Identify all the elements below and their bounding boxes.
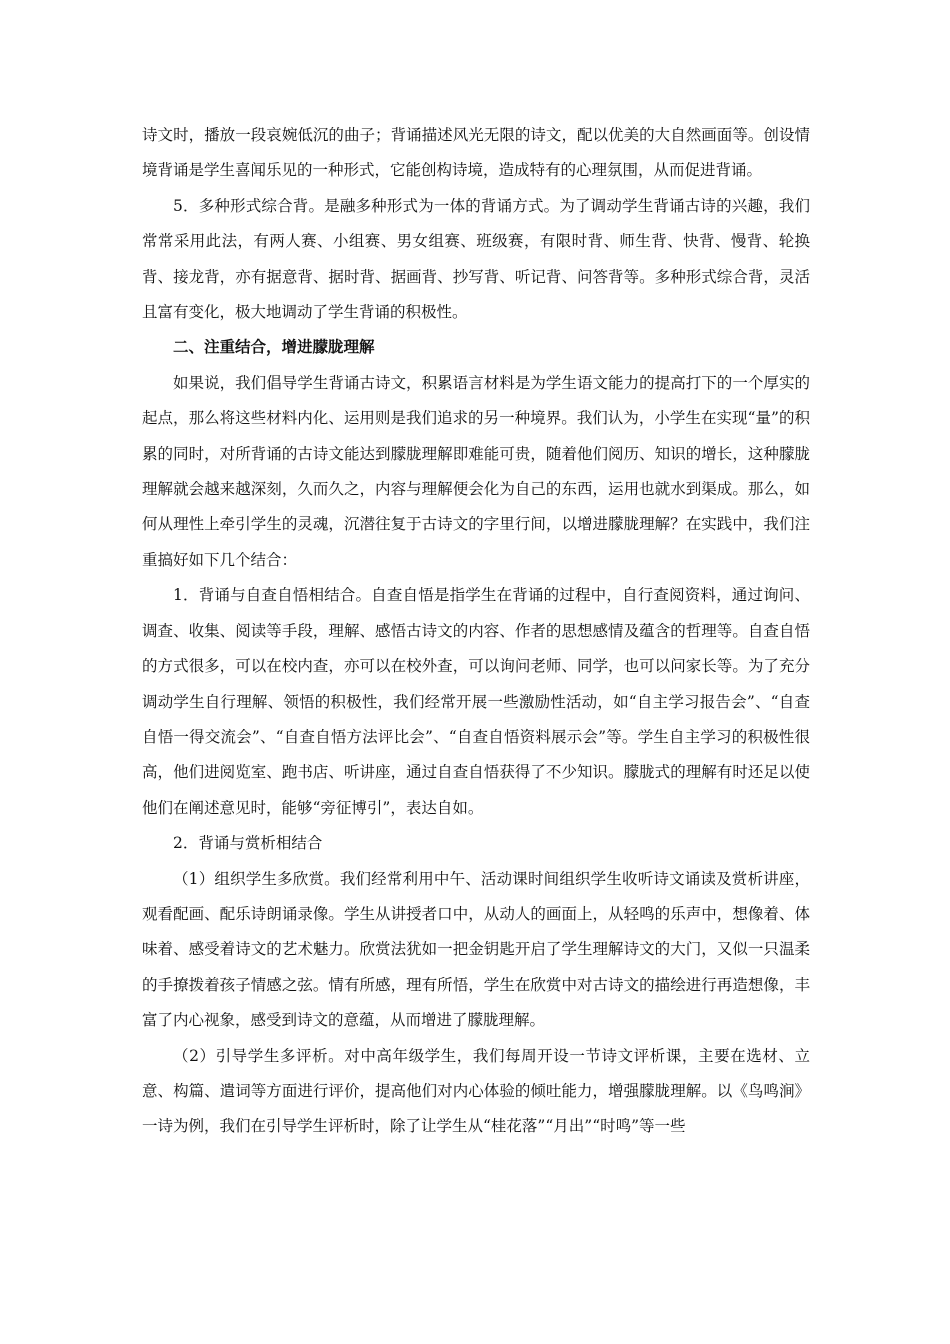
paragraph-combined-recitation: 5．多种形式综合背。是融多种形式为一体的背诵方式。为了调动学生背诵古诗的兴趣，我们常常采用此法，有两人赛、小组赛、男女组赛、班级赛，有限时背、师生背、快背、慢背、轮换背、接龙背，亦有据意背、据时背、据画背、抄写背、听记背、问答背等。多种形式综合背，灵活且富有变化，极大地调动了学生背诵的积极性。	[142, 196, 810, 322]
paragraph-appreciation: （1）组织学生多欣赏。我们经常利用中午、活动课时间组织学生收听诗文诵读及赏析讲座，观看配画、配乐诗朗诵录像。学生从讲授者口中，从动人的画面上，从轻鸣的乐声中，想像着、体味着、感受着诗文的艺术魅力。欣赏法犹如一把金钥匙开启了学生理解诗文的大门，又似一只温柔的手撩拨着孩子情感之弦。情有所感，理有所悟，学生在欣赏中对古诗文的描绘进行再造想像，丰富了内心视象，感受到诗文的意蕴，从而增进了朦胧理解。	[142, 869, 810, 1030]
paragraph-appreciation-heading: 2．背诵与赏析相结合	[173, 834, 323, 853]
paragraph-analysis: （2）引导学生多评析。对中高年级学生，我们每周开设一节诗文评析课，主要在选材、立意、构篇、遣词等方面进行评价，提高他们对内心体验的倾吐能力，增强朦胧理解。以《鸟鸣涧》一诗为例，我们在引导学生评析时，除了让学生从“桂花落”“月出”“时鸣”等一些	[142, 1046, 810, 1136]
section-heading: 二、注重结合，增进朦胧理解	[173, 338, 375, 357]
paragraph-situational-recitation: 诗文时，播放一段哀婉低沉的曲子；背诵描述风光无限的诗文，配以优美的大自然画面等。创设情境背诵是学生喜闻乐见的一种形式，它能创构诗境，造成特有的心理氛围，从而促进背诵。	[142, 126, 810, 180]
document-body	[142, 118, 810, 1145]
paragraph-self-study: 1．背诵与自查自悟相结合。自查自悟是指学生在背诵的过程中，自行查阅资料，通过询问、调查、收集、阅读等手段，理解、感悟古诗文的内容、作者的思想感情及蕴含的哲理等。自查自悟的方式很多，可以在校内查，亦可以在校外查，可以询问老师、同学，也可以问家长等。为了充分调动学生自行理解、领悟的积极性，我们经常开展一些激励性活动，如“自主学习报告会”、“自查自悟一得交流会”、“自查自悟方法评比会”、“自查自悟资料展示会”等。学生自主学习的积极性很高，他们进阅览室、跑书店、听讲座，通过自查自悟获得了不少知识。朦胧式的理解有时还足以使他们在阐述意见时，能够“旁征博引”，表达自如。	[142, 586, 810, 817]
paragraph-section-intro: 如果说，我们倡导学生背诵古诗文，积累语言材料是为学生语文能力的提高打下的一个厚实的起点，那么将这些材料内化、运用则是我们追求的另一种境界。我们认为，小学生在实现“量”的积累的同时，对所背诵的古诗文能达到朦胧理解即难能可贵，随着他们阅历、知识的增长，这种朦胧理解就会越来越深刻，久而久之，内容与理解便会化为自己的东西，运用也就水到渠成。那么，如何从理性上牵引学生的灵魂，沉潜往复于古诗文的字里行间，以增进朦胧理解？在实践中，我们注重搞好如下几个结合：	[142, 373, 810, 569]
